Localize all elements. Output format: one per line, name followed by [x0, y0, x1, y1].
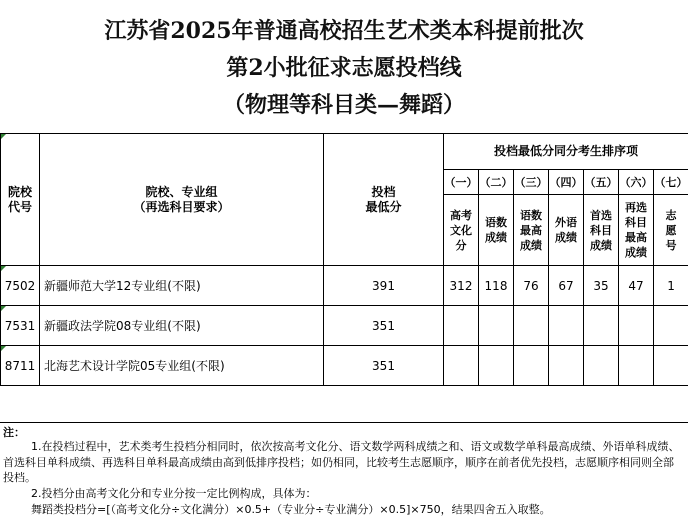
table-row [1, 306, 688, 346]
tiebreak-value [549, 306, 584, 346]
school-code: 8711 [1, 346, 40, 386]
min-score: 391 [324, 266, 444, 306]
header-tiebreak: 投档最低分同分考生排序项 [444, 134, 688, 170]
tiebreak-value [654, 346, 688, 386]
min-score: 351 [324, 346, 444, 386]
table-row [1, 266, 688, 306]
tiebreak-value [514, 346, 549, 386]
header-item-label: 志 愿 号 [654, 195, 688, 266]
school-group-name: 新疆师范大学12专业组(不限) [40, 266, 324, 306]
table-row [1, 346, 688, 386]
header-item-no: （四） [549, 170, 584, 195]
header-item-no: （二） [479, 170, 514, 195]
school-code: 7502 [1, 266, 40, 306]
header-item-no: （七） [654, 170, 688, 195]
tiebreak-value: 1 [654, 266, 688, 306]
tiebreak-value: 76 [514, 266, 549, 306]
tiebreak-value [479, 306, 514, 346]
header-item-label: 语数 最高 成绩 [514, 195, 549, 266]
note-1: 1.在投档过程中，艺术类考生投档分相同时，依次按高考文化分、语文数学两科成绩之和、语文或数学单科最高成绩、外语单科成绩、首选科目单科成绩、再选科目单科最高成绩由高到低排序投档；如仍相同，比较考生志愿顺序，顺序在前者优先投档，志愿顺序相同则全部投档。 [3, 439, 684, 486]
header-item-no: （三） [514, 170, 549, 195]
header-item-no: （六） [619, 170, 654, 195]
tiebreak-value [654, 306, 688, 346]
header-school-code: 院校 代号 [1, 134, 40, 266]
header-min-score: 投档 最低分 [324, 134, 444, 266]
notes-label: 注： [3, 425, 25, 441]
note-formula: 舞蹈类投档分=[（高考文化分÷文化满分）×0.5+（专业分÷专业满分）×0.5]×750，结果四舍五入取整。 [3, 502, 684, 518]
tiebreak-value [619, 346, 654, 386]
page-title-line-3: （物理等科目类—舞蹈） [0, 88, 688, 119]
page-title-line-2: 第2小批征求志愿投档线 [0, 51, 688, 82]
school-group-name: 新疆政法学院08专业组(不限) [40, 306, 324, 346]
school-code: 7531 [1, 306, 40, 346]
header-item-no: （五） [584, 170, 619, 195]
note-2: 2.投档分由高考文化分和专业分按一定比例构成，具体为： [3, 486, 684, 502]
school-group-name: 北海艺术设计学院05专业组(不限) [40, 346, 324, 386]
tiebreak-value [514, 306, 549, 346]
header-school-group: 院校、专业组 （再选科目要求） [40, 134, 324, 266]
tiebreak-value: 312 [444, 266, 479, 306]
tiebreak-value [444, 346, 479, 386]
tiebreak-value: 35 [584, 266, 619, 306]
header-item-label: 外语 成绩 [549, 195, 584, 266]
header-item-no: （一） [444, 170, 479, 195]
notes-section [0, 422, 688, 531]
tiebreak-value [549, 346, 584, 386]
header-item-label: 再选 科目 最高 成绩 [619, 195, 654, 266]
page-title-line-1: 江苏省2025年普通高校招生艺术类本科提前批次 [0, 14, 688, 45]
header-item-label: 首选 科目 成绩 [584, 195, 619, 266]
admission-table [0, 133, 688, 386]
tiebreak-value [479, 346, 514, 386]
header-item-label: 语数 成绩 [479, 195, 514, 266]
tiebreak-value: 67 [549, 266, 584, 306]
min-score: 351 [324, 306, 444, 346]
header-item-label: 高考 文化 分 [444, 195, 479, 266]
tiebreak-value: 118 [479, 266, 514, 306]
tiebreak-value: 47 [619, 266, 654, 306]
tiebreak-value [619, 306, 654, 346]
tiebreak-value [444, 306, 479, 346]
tiebreak-value [584, 346, 619, 386]
tiebreak-value [584, 306, 619, 346]
